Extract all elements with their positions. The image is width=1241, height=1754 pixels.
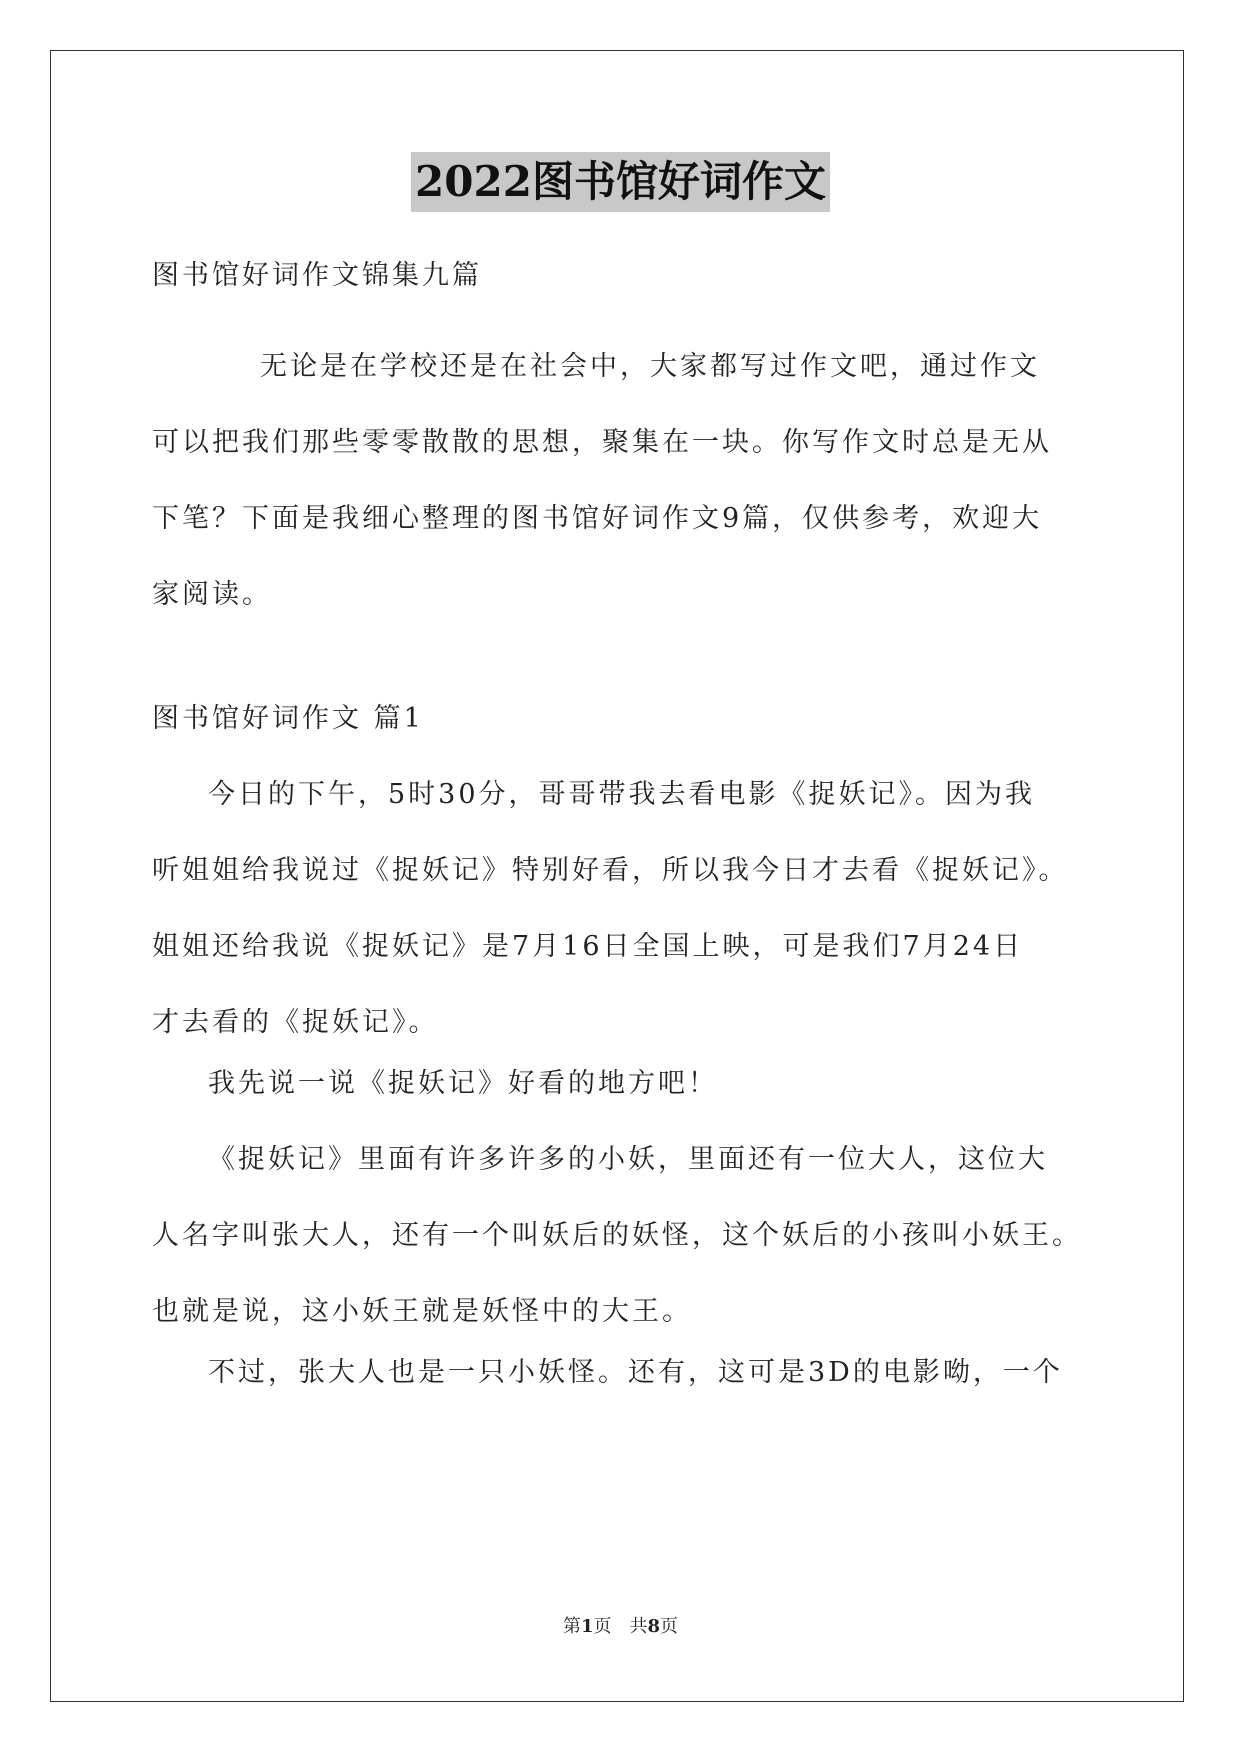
paragraph-line: 也就是说，这小妖王就是妖怪中的大王。 xyxy=(152,1296,692,1327)
section-heading-text: 图书馆好词作文 篇1 xyxy=(152,703,424,734)
page-footer xyxy=(0,1612,1241,1638)
document-title: 2022图书馆好词作文 xyxy=(411,152,830,212)
paragraph-line: 才去看的《捉妖记》。 xyxy=(152,1007,439,1038)
intro-paragraph xyxy=(152,329,1092,633)
page-number: 1 xyxy=(580,1616,594,1637)
paragraph-line: 我先说一说《捉妖记》好看的地方吧！ xyxy=(208,1068,718,1099)
paragraph-1 xyxy=(152,757,1092,1061)
total-pages: 8 xyxy=(647,1616,661,1637)
total-prefix: 共 xyxy=(629,1616,648,1637)
paragraph-line: 姐姐还给我说《捉妖记》是7月16日全国上映，可是我们7月24日 xyxy=(152,931,1024,962)
title-wrapper xyxy=(0,152,1241,212)
intro-line: 家阅读。 xyxy=(152,579,272,610)
intro-line: 下笔？下面是我细心整理的图书馆好词作文9篇，仅供参考，欢迎大 xyxy=(152,503,1043,534)
page-suffix: 页 xyxy=(593,1616,612,1637)
paragraph-line: 听姐姐给我说过《捉妖记》特别好看，所以我今日才去看《捉妖记》。 xyxy=(152,855,1069,886)
paragraph-line: 人名字叫张大人，还有一个叫妖后的妖怪，这个妖后的小孩叫小妖王。 xyxy=(152,1220,1082,1251)
paragraph-3 xyxy=(152,1122,1092,1350)
intro-line: 可以把我们那些零零散散的思想，聚集在一块。你写作文时总是无从 xyxy=(152,427,1052,458)
total-suffix: 页 xyxy=(660,1616,679,1637)
paragraph-line: 今日的下午，5时30分，哥哥带我去看电影《捉妖记》。因为我 xyxy=(208,779,1036,810)
section-heading xyxy=(152,681,1092,757)
page-prefix: 第 xyxy=(562,1616,581,1637)
paragraph-4 xyxy=(152,1335,1092,1411)
intro-line: 无论是在学校还是在社会中，大家都写过作文吧，通过作文 xyxy=(260,351,1040,382)
paragraph-line: 不过，张大人也是一只小妖怪。还有，这可是3D的电影呦，一个 xyxy=(208,1357,1063,1388)
subtitle-text: 图书馆好词作文锦集九篇 xyxy=(152,260,482,291)
paragraph-2 xyxy=(152,1046,1092,1122)
document-subtitle xyxy=(152,238,1092,314)
paragraph-line: 《捉妖记》里面有许多许多的小妖，里面还有一位大人，这位大 xyxy=(208,1144,1048,1175)
